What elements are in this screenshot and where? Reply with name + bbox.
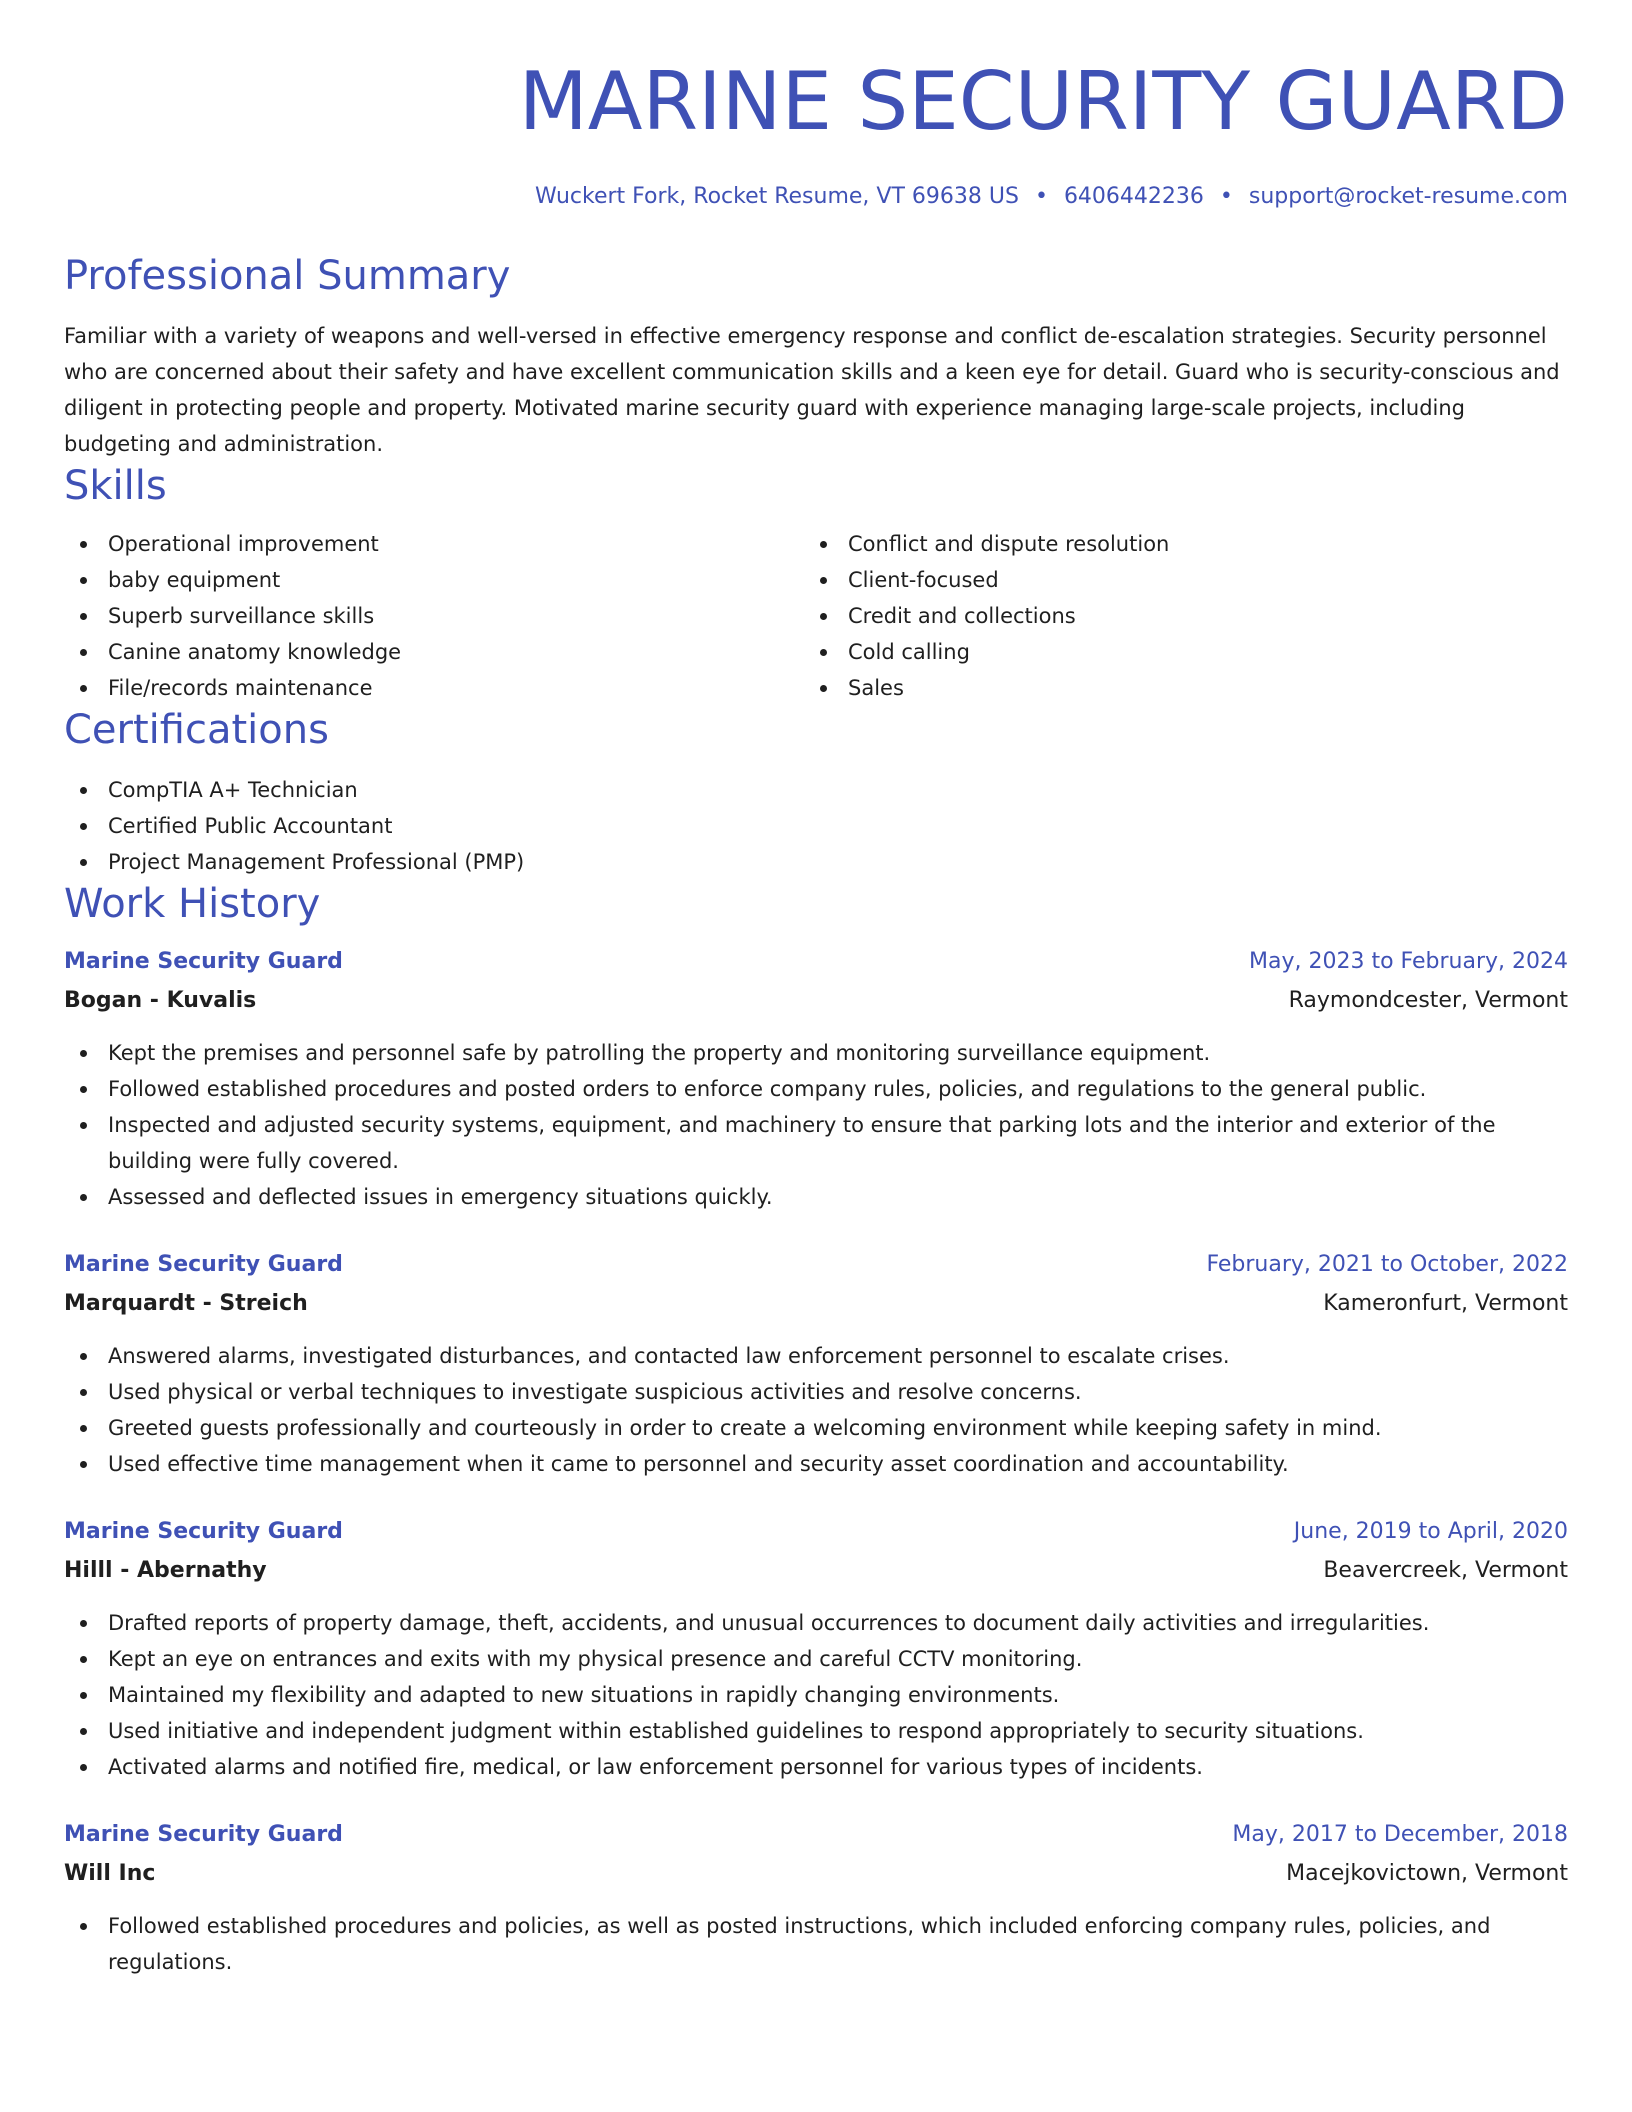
job-dates: February, 2021 to October, 2022 — [1206, 1252, 1568, 1277]
skill-item: baby equipment — [64, 562, 804, 598]
job-company: Marquardt - Streich — [64, 1291, 308, 1316]
job-subheader — [64, 1555, 1568, 1587]
job-duty-item: Maintained my flexibility and adapted to new situations in rapidly changing environments. — [64, 1677, 1568, 1713]
job-entry — [64, 1249, 1568, 1482]
contact-address: Wuckert Fork, Rocket Resume, VT 69638 US — [535, 184, 1019, 209]
job-duty-item: Assessed and deflected issues in emergency situations quickly. — [64, 1179, 1568, 1215]
job-duty-item: Activated alarms and notified fire, medical, or law enforcement personnel for various types of incidents. — [64, 1749, 1568, 1785]
skill-item: File/records maintenance — [64, 670, 804, 706]
job-duty-item: Used effective time management when it came to personnel and security asset coordination and accountability. — [64, 1446, 1568, 1482]
resume-content — [64, 52, 1568, 1980]
job-title: Marine Security Guard — [64, 1252, 343, 1277]
job-duty-item: Kept an eye on entrances and exits with my physical presence and careful CCTV monitoring. — [64, 1641, 1568, 1677]
job-duty-item: Followed established procedures and policies, as well as posted instructions, which included enforcing company rules, policies, and regulations. — [64, 1908, 1568, 1980]
job-company: Will Inc — [64, 1861, 156, 1886]
certification-item: CompTIA A+ Technician — [64, 772, 1568, 808]
job-subheader — [64, 985, 1568, 1017]
contact-phone: 6406442236 — [1063, 184, 1204, 209]
contact-line — [64, 182, 1568, 212]
certification-item: Project Management Professional (PMP) — [64, 844, 1568, 880]
job-header — [64, 1819, 1568, 1851]
job-company: Bogan - Kuvalis — [64, 988, 257, 1013]
job-duty-item: Followed established procedures and posted orders to enforce company rules, policies, and regulations to the general public. — [64, 1071, 1568, 1107]
work-history-list — [64, 946, 1568, 1980]
job-duty-item: Used initiative and independent judgment within established guidelines to respond appropriately to security situations. — [64, 1713, 1568, 1749]
skill-item: Credit and collections — [804, 598, 1544, 634]
job-header — [64, 1516, 1568, 1548]
skill-item: Conflict and dispute resolution — [804, 526, 1544, 562]
job-duty-item: Drafted reports of property damage, theft, accidents, and unusual occurrences to document daily activities and irregularities. — [64, 1605, 1568, 1641]
contact-separator: • — [1219, 184, 1233, 209]
skill-item: Operational improvement — [64, 526, 804, 562]
skill-item: Cold calling — [804, 634, 1544, 670]
certifications-heading: Certifications — [64, 707, 329, 753]
resume-name: MARINE SECURITY GUARD — [518, 55, 1568, 148]
job-location: Kameronfurt, Vermont — [1323, 1291, 1568, 1316]
work-history-heading: Work History — [64, 881, 321, 927]
job-duty-item: Answered alarms, investigated disturbances, and contacted law enforcement personnel to escalate crises. — [64, 1338, 1568, 1374]
job-duties-list — [64, 1338, 1568, 1482]
job-location: Raymondcester, Vermont — [1288, 988, 1568, 1013]
certifications-list — [64, 772, 1568, 880]
summary-heading: Professional Summary — [64, 253, 511, 299]
skill-item: Sales — [804, 670, 1544, 706]
skills-heading: Skills — [64, 463, 167, 509]
summary-text: Familiar with a variety of weapons and well-versed in effective emergency response and conflict de-escalation strategies. Security personnel who are concerned about their safety and have excellent communication skills and a keen eye for detail. Guard who is security-conscious and diligent in protecting people and property. Motivated marine security guard with experience managing large-scale projects, including budgeting and administration. — [64, 324, 1560, 456]
job-duty-item: Used physical or verbal techniques to investigate suspicious activities and resolve concerns. — [64, 1374, 1568, 1410]
job-dates: May, 2017 to December, 2018 — [1232, 1822, 1568, 1847]
job-title: Marine Security Guard — [64, 1822, 343, 1847]
job-location: Macejkovictown, Vermont — [1286, 1861, 1568, 1886]
contact-separator: • — [1034, 184, 1048, 209]
job-company: Hilll - Abernathy — [64, 1558, 267, 1583]
job-subheader — [64, 1858, 1568, 1890]
skills-list-right — [804, 526, 1544, 706]
job-entry — [64, 946, 1568, 1215]
job-title: Marine Security Guard — [64, 949, 343, 974]
job-title: Marine Security Guard — [64, 1519, 343, 1544]
job-dates: June, 2019 to April, 2020 — [1293, 1519, 1568, 1544]
contact-email: support@rocket-resume.com — [1248, 184, 1568, 209]
job-duties-list — [64, 1605, 1568, 1785]
job-duty-item: Kept the premises and personnel safe by patrolling the property and monitoring surveillance equipment. — [64, 1035, 1568, 1071]
certification-item: Certified Public Accountant — [64, 808, 1568, 844]
skill-item: Client-focused — [804, 562, 1544, 598]
job-entry — [64, 1819, 1568, 1980]
job-duties-list — [64, 1035, 1568, 1215]
job-header — [64, 946, 1568, 978]
job-entry — [64, 1516, 1568, 1785]
skills-grid — [64, 526, 1568, 706]
job-duty-item: Inspected and adjusted security systems, equipment, and machinery to ensure that parking lots and the interior and exterior of the building were fully covered. — [64, 1107, 1568, 1179]
skills-list-left — [64, 526, 804, 706]
job-subheader — [64, 1288, 1568, 1320]
job-dates: May, 2023 to February, 2024 — [1249, 949, 1568, 974]
skill-item: Canine anatomy knowledge — [64, 634, 804, 670]
job-duties-list — [64, 1908, 1568, 1980]
skill-item: Superb surveillance skills — [64, 598, 804, 634]
job-duty-item: Greeted guests professionally and courteously in order to create a welcoming environment while keeping safety in mind. — [64, 1410, 1568, 1446]
job-header — [64, 1249, 1568, 1281]
job-location: Beavercreek, Vermont — [1323, 1558, 1568, 1583]
